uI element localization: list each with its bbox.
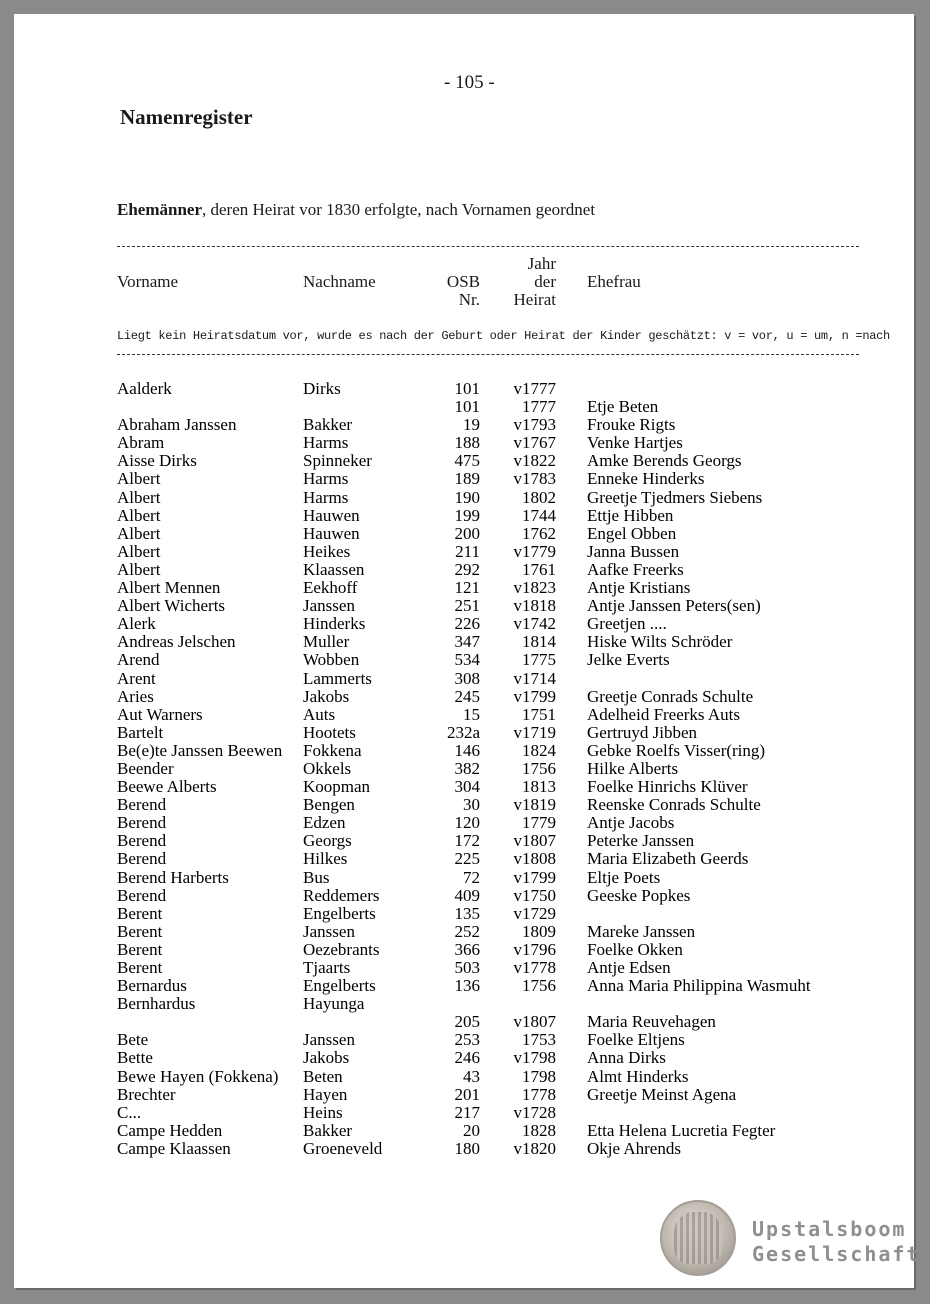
- cell-vorname: Albert: [117, 469, 161, 489]
- cell-jahr: v1808: [513, 849, 556, 869]
- cell-vorname: Bete: [117, 1030, 149, 1050]
- table-row: [14, 489, 914, 507]
- cell-ehefrau: Antje Janssen Peters(sen): [587, 596, 761, 616]
- cell-vorname: Abram: [117, 433, 165, 453]
- cell-osb: 245: [454, 686, 480, 706]
- cell-jahr: v1799: [513, 686, 556, 706]
- table-row: [14, 977, 914, 995]
- cell-nachname: Eekhoff: [303, 578, 358, 598]
- cell-ehefrau: Foelke Okken: [587, 939, 683, 959]
- cell-nachname: Dirks: [303, 379, 341, 398]
- cell-jahr: v1750: [513, 885, 556, 905]
- cell-osb: 136: [454, 976, 480, 996]
- cell-nachname: Heikes: [303, 541, 351, 561]
- cell-ehefrau: Maria Reuvehagen: [587, 1012, 716, 1032]
- cell-osb: 475: [454, 451, 480, 471]
- cell-vorname: Alerk: [117, 614, 156, 634]
- cell-osb: 120: [454, 813, 480, 833]
- cell-nachname: Muller: [303, 632, 350, 652]
- cell-ehefrau: Ettje Hibben: [587, 505, 674, 525]
- cell-nachname: Hayunga: [303, 994, 365, 1014]
- cell-ehefrau: Etta Helena Lucretia Fegter: [587, 1120, 776, 1140]
- cell-vorname: Berend: [117, 795, 167, 815]
- cell-osb: 188: [454, 433, 480, 453]
- cell-vorname: Albert: [117, 559, 161, 579]
- cell-jahr: 1814: [522, 632, 556, 652]
- cell-jahr: 1761: [522, 559, 556, 579]
- cell-nachname: Hootets: [303, 722, 356, 742]
- cell-vorname: Be(e)te Janssen Beewen: [117, 740, 283, 760]
- table-row: [14, 1068, 914, 1086]
- cell-jahr: 1753: [522, 1030, 556, 1050]
- cell-jahr: v1818: [513, 596, 556, 616]
- cell-ehefrau: Jelke Everts: [587, 650, 670, 670]
- table-row: [14, 1140, 914, 1158]
- cell-nachname: Hauwen: [303, 505, 360, 525]
- cell-vorname: Bartelt: [117, 722, 164, 742]
- table-row: [14, 814, 914, 832]
- table-row: [14, 832, 914, 850]
- cell-jahr: v1719: [513, 722, 556, 742]
- cell-osb: 347: [454, 632, 480, 652]
- seal-logo-icon: [660, 1200, 736, 1276]
- cell-osb: 253: [454, 1030, 480, 1050]
- cell-jahr: v1799: [513, 867, 556, 887]
- cell-nachname: Hilkes: [303, 849, 348, 869]
- cell-vorname: Albert Wicherts: [117, 596, 226, 616]
- table-row: [14, 1086, 914, 1104]
- cell-ehefrau: Engel Obben: [587, 523, 677, 543]
- cell-nachname: Reddemers: [303, 885, 380, 905]
- cell-jahr: 1798: [522, 1066, 556, 1086]
- document-page: [14, 14, 921, 1288]
- table-row: [14, 651, 914, 669]
- cell-ehefrau: Aafke Freerks: [587, 559, 684, 579]
- cell-ehefrau: Janna Bussen: [587, 541, 680, 561]
- table-row: [14, 1104, 914, 1122]
- cell-ehefrau: Anna Maria Philippina Wasmuht: [587, 976, 811, 996]
- cell-osb: 409: [454, 885, 480, 905]
- col-header-vorname: Vorname: [117, 272, 179, 291]
- cell-jahr: 1828: [522, 1120, 556, 1140]
- cell-ehefrau: Greetje Meinst Agena: [587, 1084, 737, 1104]
- cell-nachname: Okkels: [303, 758, 352, 778]
- cell-osb: 199: [454, 505, 480, 525]
- cell-jahr: v1796: [513, 939, 556, 959]
- cell-vorname: Berent: [117, 958, 163, 977]
- divider-bottom: [117, 354, 859, 355]
- cell-vorname: Albert: [117, 505, 161, 525]
- cell-ehefrau: Almt Hinderks: [587, 1066, 689, 1086]
- cell-osb: 252: [454, 921, 480, 941]
- cell-osb: 190: [454, 487, 480, 507]
- table-row: [14, 543, 914, 561]
- cell-ehefrau: Antje Kristians: [587, 578, 691, 598]
- cell-osb: 534: [454, 650, 480, 670]
- cell-vorname: Arent: [117, 668, 156, 688]
- cell-nachname: Harms: [303, 487, 349, 507]
- cell-nachname: Oezebrants: [303, 939, 380, 959]
- cell-ehefrau: Etje Beten: [587, 397, 659, 417]
- cell-nachname: Georgs: [303, 831, 352, 851]
- cell-jahr: v1714: [513, 668, 556, 688]
- cell-nachname: Wobben: [303, 650, 360, 670]
- cell-nachname: Hauwen: [303, 523, 360, 543]
- cell-osb: 251: [454, 596, 480, 616]
- cell-osb: 172: [454, 831, 480, 851]
- table-row: [14, 742, 914, 760]
- cell-ehefrau: Enneke Hinderks: [587, 469, 705, 489]
- cell-ehefrau: Foelke Hinrichs Klüver: [587, 777, 748, 797]
- cell-osb: 232a: [446, 722, 480, 742]
- table-row: [14, 670, 914, 688]
- cell-jahr: 1756: [522, 758, 556, 778]
- cell-ehefrau: Eltje Poets: [587, 867, 661, 887]
- cell-ehefrau: Geeske Popkes: [587, 885, 691, 905]
- cell-ehefrau: Mareke Janssen: [587, 921, 696, 941]
- cell-osb: 189: [454, 469, 480, 489]
- col-header-osb: OSB: [446, 272, 480, 291]
- cell-vorname: Berend: [117, 849, 167, 869]
- table-row: [14, 579, 914, 597]
- cell-vorname: Abraham Janssen: [117, 415, 237, 435]
- cell-jahr: 1802: [522, 487, 556, 507]
- cell-osb: 121: [454, 578, 480, 598]
- cell-jahr: 1824: [522, 740, 556, 760]
- section-subtitle: [117, 200, 595, 220]
- cell-nachname: Tjaarts: [303, 958, 351, 977]
- cell-nachname: Janssen: [303, 596, 355, 616]
- table-row: [14, 724, 914, 742]
- cell-jahr: 1813: [522, 777, 556, 797]
- cell-osb: 366: [454, 939, 480, 959]
- cell-osb: 226: [454, 614, 480, 634]
- cell-jahr: v1793: [513, 415, 556, 435]
- table-row: [14, 525, 914, 543]
- cell-ehefrau: Hilke Alberts: [587, 758, 679, 778]
- cell-vorname: Beender: [117, 758, 174, 778]
- cell-vorname: Berend: [117, 831, 167, 851]
- cell-jahr: v1820: [513, 1138, 556, 1158]
- cell-osb: 205: [454, 1012, 480, 1032]
- table-row: [14, 507, 914, 525]
- cell-vorname: Berent: [117, 921, 163, 941]
- cell-vorname: Campe Hedden: [117, 1120, 223, 1140]
- col-header-ehefrau: Ehefrau: [587, 272, 641, 291]
- cell-vorname: Aalderk: [117, 379, 172, 398]
- cell-nachname: Bus: [303, 867, 330, 887]
- col-header-nachname: Nachname: [303, 272, 376, 291]
- cell-nachname: Groeneveld: [303, 1138, 383, 1158]
- cell-osb: 225: [454, 849, 480, 869]
- cell-jahr: v1798: [513, 1048, 556, 1068]
- cell-nachname: Edzen: [303, 813, 346, 833]
- table-row: [14, 633, 914, 651]
- table-row: [14, 887, 914, 905]
- cell-ehefrau: Maria Elizabeth Geerds: [587, 849, 749, 869]
- cell-jahr: v1819: [513, 795, 556, 815]
- cell-nachname: Jakobs: [303, 686, 350, 706]
- cell-jahr: 1809: [522, 921, 556, 941]
- cell-nachname: Fokkena: [303, 740, 362, 760]
- table-row: [14, 850, 914, 868]
- page-number: - 105 -: [444, 72, 495, 93]
- table-row: [14, 398, 914, 416]
- cell-ehefrau: Gebke Roelfs Visser(ring): [587, 740, 766, 760]
- estimation-note: Liegt kein Heiratsdatum vor, wurde es nach der Geburt oder Heirat der Kinder geschätzt: v = vor, u = um, n =nach: [117, 329, 890, 343]
- cell-osb: 101: [454, 379, 480, 398]
- cell-ehefrau: Peterke Janssen: [587, 831, 695, 851]
- cell-osb: 200: [454, 523, 480, 543]
- cell-osb: 19: [463, 415, 480, 435]
- cell-vorname: Berend Harberts: [117, 867, 229, 887]
- cell-nachname: Lammerts: [303, 668, 372, 688]
- cell-osb: 246: [454, 1048, 480, 1068]
- table-row: [14, 416, 914, 434]
- cell-jahr: v1823: [513, 578, 556, 598]
- cell-vorname: Aut Warners: [117, 704, 203, 724]
- cell-osb: 308: [454, 668, 480, 688]
- cell-osb: 503: [454, 958, 480, 977]
- cell-nachname: Spinneker: [303, 451, 372, 471]
- cell-jahr: 1775: [522, 650, 556, 670]
- cell-osb: 382: [454, 758, 480, 778]
- table-row: [14, 905, 914, 923]
- table-row: [14, 561, 914, 579]
- cell-jahr: 1779: [522, 813, 556, 833]
- cell-nachname: Engelberts: [303, 903, 376, 923]
- cell-osb: 146: [454, 740, 480, 760]
- table-row: [14, 452, 914, 470]
- cell-osb: 101: [454, 397, 480, 417]
- table-row: [14, 995, 914, 1013]
- cell-osb: 292: [454, 559, 480, 579]
- cell-ehefrau: Okje Ahrends: [587, 1138, 681, 1158]
- col-header-osb-nr: Nr.: [458, 290, 480, 309]
- cell-vorname: Beewe Alberts: [117, 777, 217, 797]
- cell-nachname: Jakobs: [303, 1048, 350, 1068]
- cell-osb: 43: [463, 1066, 480, 1086]
- cell-vorname: Bewe Hayen (Fokkena): [117, 1066, 279, 1086]
- table-row: [14, 923, 914, 941]
- cell-vorname: Andreas Jelschen: [117, 632, 236, 652]
- cell-vorname: Berend: [117, 885, 167, 905]
- cell-vorname: Albert Mennen: [117, 578, 221, 598]
- table-row: [14, 470, 914, 488]
- cell-vorname: Bernardus: [117, 976, 187, 996]
- cell-osb: 15: [463, 704, 480, 724]
- cell-ehefrau: Frouke Rigts: [587, 415, 676, 435]
- table-row: [14, 434, 914, 452]
- table-row: [14, 1049, 914, 1067]
- cell-ehefrau: Gertruyd Jibben: [587, 722, 698, 742]
- cell-nachname: Janssen: [303, 921, 355, 941]
- table-row: [14, 869, 914, 887]
- cell-nachname: Auts: [303, 704, 336, 724]
- cell-ehefrau: Antje Jacobs: [587, 813, 675, 833]
- cell-jahr: v1807: [513, 831, 556, 851]
- cell-jahr: v1807: [513, 1012, 556, 1032]
- table-row: [14, 959, 914, 977]
- cell-nachname: Hinderks: [303, 614, 366, 634]
- cell-jahr: v1822: [513, 451, 556, 471]
- cell-ehefrau: Greetje Tjedmers Siebens: [587, 487, 763, 507]
- cell-vorname: Albert: [117, 487, 161, 507]
- cell-nachname: Koopman: [303, 777, 371, 797]
- cell-nachname: Harms: [303, 469, 349, 489]
- table-row: [14, 941, 914, 959]
- page-title: Namenregister: [120, 105, 253, 129]
- cell-ehefrau: Greetje Conrads Schulte: [587, 686, 754, 706]
- cell-ehefrau: Antje Edsen: [587, 958, 671, 977]
- cell-jahr: v1767: [513, 433, 556, 453]
- table-row: [14, 1013, 914, 1031]
- cell-nachname: Engelberts: [303, 976, 376, 996]
- cell-osb: 201: [454, 1084, 480, 1104]
- cell-vorname: Campe Klaassen: [117, 1138, 231, 1158]
- cell-nachname: Bengen: [303, 795, 355, 815]
- cell-vorname: Berend: [117, 813, 167, 833]
- cell-vorname: Albert: [117, 523, 161, 543]
- cell-nachname: Bakker: [303, 1120, 353, 1140]
- table-row: [14, 796, 914, 814]
- cell-jahr: 1744: [522, 505, 556, 525]
- cell-osb: 180: [454, 1138, 480, 1158]
- cell-nachname: Janssen: [303, 1030, 355, 1050]
- cell-jahr: 1762: [522, 523, 556, 543]
- cell-ehefrau: Reenske Conrads Schulte: [587, 795, 761, 815]
- cell-nachname: Beten: [303, 1066, 343, 1086]
- cell-ehefrau: Greetjen ....: [587, 614, 667, 634]
- cell-ehefrau: Amke Berends Georgs: [587, 451, 742, 471]
- logo-text-line2: Gesellschaft: [752, 1242, 921, 1266]
- cell-vorname: Brechter: [117, 1084, 176, 1104]
- cell-vorname: Bernhardus: [117, 994, 196, 1014]
- cell-osb: 20: [463, 1120, 480, 1140]
- cell-vorname: Aisse Dirks: [117, 451, 197, 471]
- cell-vorname: C...: [117, 1102, 142, 1122]
- table-row: [14, 1122, 914, 1140]
- cell-osb: 217: [454, 1102, 480, 1122]
- cell-jahr: 1751: [522, 704, 556, 724]
- table-row: [14, 688, 914, 706]
- table-row: [14, 778, 914, 796]
- cell-jahr: v1742: [513, 614, 556, 634]
- cell-jahr: v1777: [513, 379, 556, 398]
- cell-ehefrau: Adelheid Freerks Auts: [587, 704, 740, 724]
- divider-top: [117, 246, 859, 247]
- cell-jahr: v1783: [513, 469, 556, 489]
- cell-osb: 30: [463, 795, 480, 815]
- cell-ehefrau: Venke Hartjes: [587, 433, 683, 453]
- cell-ehefrau: Hiske Wilts Schröder: [587, 632, 733, 652]
- col-header-jahr: Jahr: [527, 254, 556, 273]
- table-row: [14, 597, 914, 615]
- cell-jahr: 1777: [522, 397, 556, 417]
- cell-osb: 72: [463, 867, 480, 887]
- cell-ehefrau: Anna Dirks: [587, 1048, 666, 1068]
- cell-osb: 135: [454, 903, 480, 923]
- table-row: [14, 380, 914, 398]
- logo-text-line1: Upstalsboom: [752, 1217, 907, 1241]
- cell-nachname: Klaassen: [303, 559, 365, 579]
- cell-nachname: Heins: [303, 1102, 343, 1122]
- cell-vorname: Berent: [117, 903, 163, 923]
- cell-jahr: v1779: [513, 541, 556, 561]
- cell-nachname: Hayen: [303, 1084, 348, 1104]
- subtitle-rest: , deren Heirat vor 1830 erfolgte, nach Vornamen geordnet: [202, 200, 596, 219]
- col-header-der: der: [534, 272, 556, 291]
- cell-nachname: Harms: [303, 433, 349, 453]
- table-row: [14, 1031, 914, 1049]
- table-row: [14, 760, 914, 778]
- cell-vorname: Bette: [117, 1048, 153, 1068]
- cell-ehefrau: Foelke Eltjens: [587, 1030, 685, 1050]
- register-table: [14, 380, 914, 1158]
- cell-jahr: 1756: [522, 976, 556, 996]
- cell-nachname: Bakker: [303, 415, 353, 435]
- cell-vorname: Aries: [117, 686, 154, 706]
- cell-osb: 211: [455, 541, 480, 561]
- cell-vorname: Berent: [117, 939, 163, 959]
- cell-vorname: Albert: [117, 541, 161, 561]
- cell-jahr: v1729: [513, 903, 556, 923]
- cell-vorname: Arend: [117, 650, 160, 670]
- subtitle-bold: Ehemänner: [117, 200, 202, 219]
- table-row: [14, 615, 914, 633]
- cell-jahr: v1728: [513, 1102, 556, 1122]
- cell-jahr: v1778: [513, 958, 556, 977]
- cell-jahr: 1778: [522, 1084, 556, 1104]
- col-header-heirat: Heirat: [513, 290, 556, 309]
- cell-osb: 304: [454, 777, 480, 797]
- table-row: [14, 706, 914, 724]
